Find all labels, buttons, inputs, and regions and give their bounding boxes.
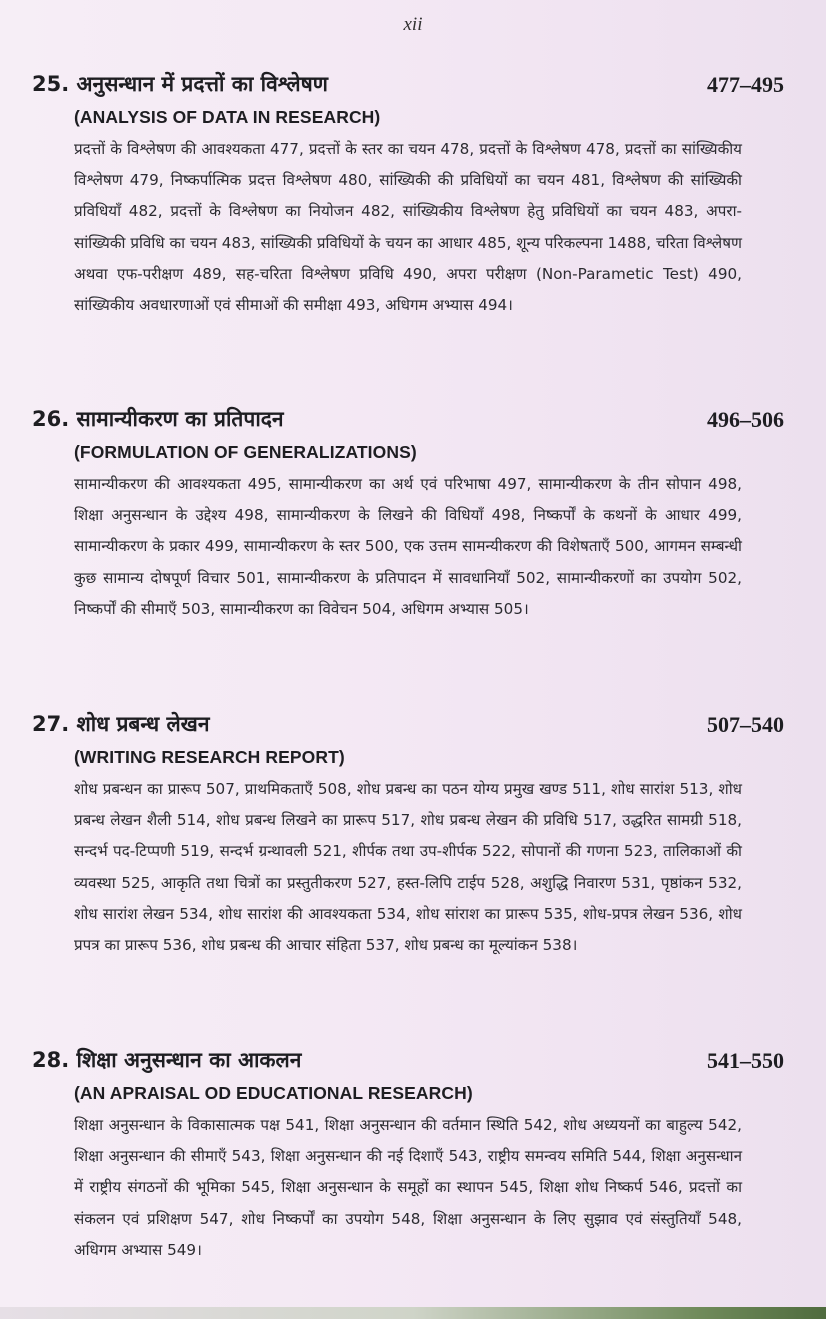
page-number: xii [403,14,423,35]
section-page-range: 477–495 [707,72,784,97]
section-subtitle: (WRITING RESEARCH REPORT) [74,747,345,767]
section-subtitle: (ANALYSIS OF DATA IN RESEARCH) [74,107,381,127]
section-page-range: 496–506 [707,407,784,432]
toc-section-26 [0,405,826,625]
section-subtitle: (FORMULATION OF GENERALIZATIONS) [74,442,417,462]
toc-section-28 [0,1046,826,1266]
section-page-range: 541–550 [707,1048,784,1073]
section-title: 26. सामान्यीकरण का प्रतिपादन [32,407,284,431]
page-bottom-edge [0,1307,826,1319]
section-heading [0,1046,826,1080]
section-heading [0,70,826,104]
section-heading [0,405,826,439]
section-body: शिक्षा अनुसन्धान के विकासात्मक पक्ष 541, शिक्षा अनुसन्धान की वर्तमान स्थिति 542, शोध अध्ययनों का बाहुल्य 542, शिक्षा अनुसन्धान की सीमाएँ 543, शिक्षा अनुसन्धान की नई दिशाएँ 543, राष्ट्रीय समन्वय समिति 544, शिक्षा अनुसन्धान में राष्ट्रीय संगठनों की भूमिका 545, शिक्षा अनुसन्धान के समूहों का स्थापन 545, शिक्षा शोध निष्कर्प 546, प्रदत्तों का संकलन एवं प्रशिक्षण 547, शोध निष्कर्पों का उपयोग 548, शिक्षा अनुसन्धान के लिए सुझाव एवं संस्तुतियाँ 548, अधिगम अभ्यास 549। [74,1116,742,1259]
toc-section-27 [0,710,826,961]
section-subtitle: (AN APRAISAL OD EDUCATIONAL RESEARCH) [74,1083,473,1103]
section-heading [0,710,826,744]
section-title: 25. अनुसन्धान में प्रदत्तों का विश्लेषण [32,72,328,96]
section-body: सामान्यीकरण की आवश्यकता 495, सामान्यीकरण का अर्थ एवं परिभाषा 497, सामान्यीकरण के तीन सोपान 498, शिक्षा अनुसन्धान के उद्देश्य 498, सामान्यीकरण के लिखने की विधियाँ 498, निष्कर्पों के कथनों के आधार 499, सामान्यीकरण के प्रकार 499, सामान्यीकरण के स्तर 500, एक उत्तम सामन्यीकरण की विशेषताएँ 500, आगमन सम्बन्धी कुछ सामान्य दोषपूर्ण विचार 501, सामान्यीकरण के प्रतिपादन में सावधानियाँ 502, सामान्यीकरणों का उपयोग 502, निष्कर्पों की सीमाएँ 503, सामान्यीकरण का विवेचन 504, अधिगम अभ्यास 505। [74,475,742,618]
section-title: 27. शोध प्रबन्ध लेखन [32,712,210,736]
section-page-range: 507–540 [707,712,784,737]
section-title: 28. शिक्षा अनुसन्धान का आकलन [32,1048,302,1072]
toc-section-25 [0,70,826,321]
section-body: शोध प्रबन्धन का प्रारूप 507, प्राथमिकताएँ 508, शोध प्रबन्ध का पठन योग्य प्रमुख खण्ड 511, शोध सारांश 513, शोध प्रबन्ध लेखन शैली 514, शोध प्रबन्ध लिखने का प्रारूप 517, शोध प्रबन्ध लेखन की प्रविधि 517, उद्धरित सामग्री 518, सन्दर्भ पद-टिप्पणी 519, सन्दर्भ ग्रन्थावली 521, शीर्पक तथा उप-शीर्पक 522, सोपानों की गणना 523, तालिकाओं की व्यवस्था 525, आकृति तथा चित्रों का प्रस्तुतीकरण 527, हस्त-लिपि टाईप 528, अशुद्धि निवारण 531, पृष्ठांकन 532, शोध सारांश लेखन 534, शोध सारांश की आवश्यकता 534, शोध सांराश का प्रारूप 535, शोध-प्रपत्र लेखन 536, शोध प्रपत्र का प्रारूप 536, शोध प्रबन्ध की आचार संहिता 537, शोध प्रबन्ध का मूल्यांकन 538। [74,780,742,955]
section-body: प्रदत्तों के विश्लेषण की आवश्यकता 477, प्रदत्तों के स्तर का चयन 478, प्रदत्तों के विश्लेषण 478, प्रदत्तों का सांख्यिकीय विश्लेषण 479, निष्कर्पात्मिक प्रदत्त विश्लेषण 480, सांख्यिकी की प्रविधियों का चयन 481, विश्लेषण की सांख्यिकी प्रविधियाँ 482, प्रदत्तों के विश्लेषण का नियोजन 482, सांख्यिकीय विश्लेषण हेतु प्रविधियों का चयन 483, अपरा-सांख्यिकी प्रविधि का चयन 483, सांख्यिकी प्रविधियों के चयन का आधार 485, शून्य परिकल्पना 1488, चरिता विश्लेषण अथवा एफ-परीक्षण 489, सह-चरिता विश्लेषण प्रविधि 490, अपरा परीक्षण (Non-Parametic Test) 490, सांख्यिकीय अवधारणाओं एवं सीमाओं की समीक्षा 493, अधिगम अभ्यास 494। [74,140,742,315]
